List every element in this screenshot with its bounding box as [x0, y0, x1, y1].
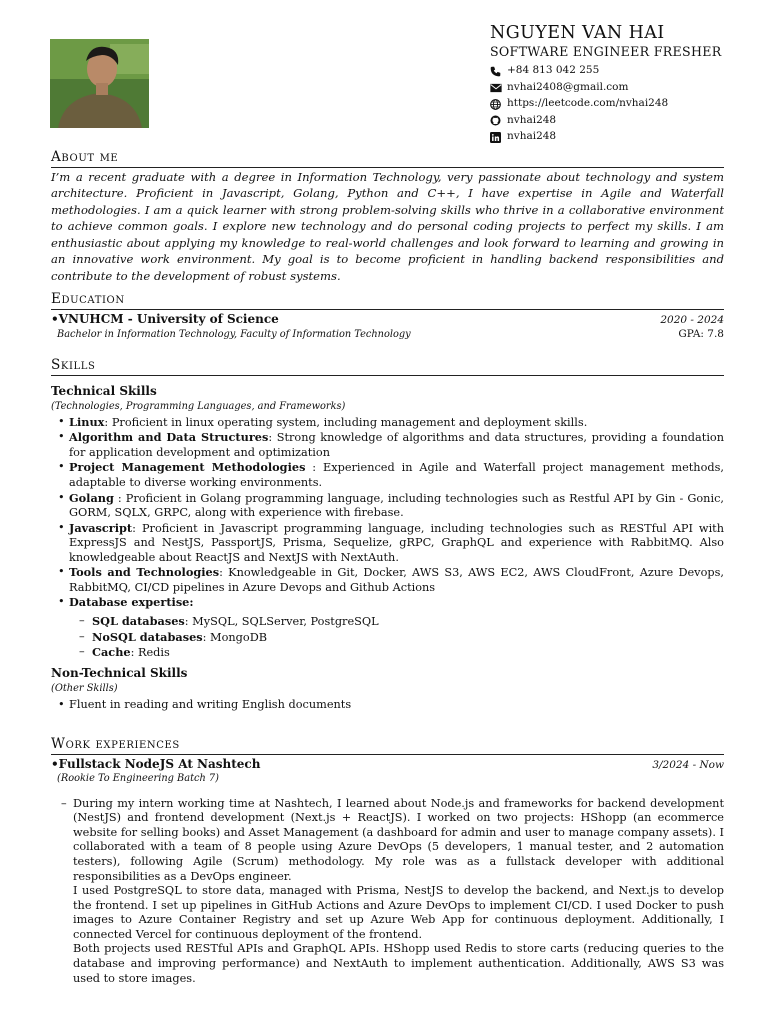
- skill-item: [69, 430, 724, 460]
- skill-item: [69, 565, 724, 595]
- skill-term: Javascript: [69, 520, 133, 535]
- skill-desc: Proficient in linux operating system, including management and deployment skills.: [111, 415, 588, 429]
- skill-desc: Proficient in Javascript programming language, including technologies such as RESTful API with ExpressJS and NestJS, PassportJS, Prisma, Sequelize, gRPC, GraphQL and experience with RabbitMQ. Also knowledgeable about ReactJS and NextJS with NextAuth.: [69, 521, 724, 564]
- job-description: [51, 797, 724, 986]
- degree-text: Bachelor in Information Technology, Faculty of Information Technology: [57, 328, 411, 340]
- technical-skills-list: [51, 415, 724, 661]
- job-subtitle-row: [51, 773, 724, 786]
- about-heading: About me: [51, 149, 724, 168]
- skill-desc: Proficient in Golang programming language, including technologies such as Restful API by Gin - Gonic, GORM, SQLX, GRPC, along with experience with firebase.: [69, 491, 724, 520]
- profile-photo: [50, 39, 149, 128]
- education-section: [51, 291, 724, 342]
- linkedin-icon: [490, 132, 504, 143]
- skill-item: [69, 460, 724, 490]
- nontech-skills-heading: Non-Technical Skills: [51, 665, 188, 680]
- db-desc: : Redis: [130, 646, 170, 660]
- technical-skills-heading: Technical Skills: [51, 383, 157, 398]
- education-details: [51, 328, 724, 342]
- skill-item: [69, 595, 724, 660]
- skill-term: Golang: [69, 490, 114, 505]
- skill-desc: Strong knowledge of algorithms and data structures, providing a foundation for application development and optimization: [69, 431, 725, 459]
- db-term: Cache: [92, 645, 131, 660]
- contact-github-text: nvhai248: [507, 113, 557, 126]
- phone-icon: [490, 66, 504, 77]
- job-paragraph: Both projects used RESTful APIs and GraphQL APIs. HShopp used Redis to store carts (reducing queries to the database and improving performance) and NextAuth to implement authentication. Additionally, AWS S3 was used to store images.: [73, 942, 724, 985]
- school-name: •VNUHCM - University of Science: [51, 311, 279, 326]
- about-text: I’m a recent graduate with a degree in Information Technology, very passionate about technology and system architecture. Proficient in Javascript, Golang, Python and C++, I have expertise in Agile and Waterfall methodologies. I am a quick learner with strong problem-solving skills who thrive in a collaborative environment to achieve common goals. I explore new technology and do personal coding projects to perfect my skills. I am enthusiastic about applying my knowledge to real-world challenges and look forward to learning and growing in an innovative work environment. My goal is to become proficient in handling backend responsibilities and contribute to the development of robust systems.: [51, 169, 724, 283]
- database-item: [92, 630, 724, 646]
- envelope-icon: [490, 83, 504, 93]
- technical-skills-note: (Technologies, Programming Languages, and Frameworks): [51, 400, 346, 412]
- contact-linkedin[interactable]: [490, 129, 750, 146]
- database-item: [92, 645, 724, 661]
- education-dates: 2020 - 2024: [660, 313, 724, 326]
- job-paragraph: I used PostgreSQL to store data, managed with Prisma, NestJS to develop the backend, and Next.js to develop the frontend. I set up pipelines in GitHub Actions and Azure DevOps to implement CI/CD. I used Docker to push images to Azure Container Registry and set up Azure Web App for continuous deployment. Additionally, I connected Vercel for continuous deployment of the frontend.: [73, 884, 724, 941]
- skill-desc: Experienced in Agile and Waterfall project management methods, adaptable to diverse working environments.: [69, 461, 724, 489]
- candidate-title: SOFTWARE ENGINEER FRESHER: [490, 44, 722, 60]
- about-section: [51, 149, 724, 284]
- database-item: [92, 614, 724, 630]
- work-heading: Work experiences: [51, 736, 724, 755]
- skill-term: Project Management Methodologies: [69, 460, 306, 475]
- contact-phone-text: +84 813 042 255: [507, 64, 600, 77]
- skill-item: [69, 521, 724, 566]
- contact-linkedin-text: nvhai248: [507, 130, 557, 143]
- education-entry: [51, 312, 724, 328]
- contact-email-text: nvhai2408@gmail.com: [507, 80, 629, 93]
- contact-website-text: https://leetcode.com/nvhai248: [507, 97, 669, 110]
- skill-sep: :: [305, 461, 323, 475]
- job-title: •Fullstack NodeJS At Nashtech: [51, 756, 261, 771]
- dash-bullet: –: [61, 796, 67, 810]
- db-term: NoSQL databases: [92, 629, 203, 644]
- contact-website[interactable]: [490, 96, 750, 113]
- skill-desc: Knowledgeable in Git, Docker, AWS S3, AWS EC2, AWS CloudFront, Azure Devops, RabbitMQ, CI/CD pipelines in Azure Devops and Github Actions: [69, 566, 724, 594]
- github-icon: [490, 115, 504, 126]
- skill-item: [69, 415, 724, 431]
- skill-sep: :: [113, 491, 126, 505]
- database-list: [69, 614, 724, 661]
- education-heading: Education: [51, 291, 724, 310]
- nontech-skills-list: [51, 698, 724, 713]
- job-subtitle: (Rookie To Engineering Batch 7): [57, 772, 219, 784]
- skill-sep: :: [268, 431, 277, 445]
- nontech-skills-note: (Other Skills): [51, 682, 118, 694]
- contact-github[interactable]: [490, 112, 750, 129]
- db-desc: : MySQL, SQLServer, PostgreSQL: [184, 615, 379, 629]
- skill-sep: :: [132, 521, 142, 535]
- skill-term: Linux: [69, 414, 105, 429]
- header: [490, 22, 750, 146]
- job-dates: 3/2024 - Now: [652, 758, 724, 771]
- db-term: SQL databases: [92, 614, 185, 629]
- work-section: [51, 736, 724, 986]
- skill-item: [69, 491, 724, 521]
- contact-phone[interactable]: [490, 63, 750, 80]
- contact-email[interactable]: [490, 79, 750, 96]
- gpa-text: GPA: 7.8: [678, 327, 724, 340]
- candidate-name: NGUYEN VAN HAI: [490, 23, 665, 43]
- work-entry: [51, 757, 724, 773]
- skills-section: [51, 357, 724, 713]
- skill-sep: :: [219, 566, 229, 580]
- skill-term: Algorithm and Data Structures: [69, 430, 269, 445]
- skill-sep: :: [104, 415, 112, 429]
- globe-icon: [490, 99, 504, 110]
- nontech-skill-item: • Fluent in reading and writing English documents: [69, 698, 724, 713]
- job-paragraph: During my intern working time at Nashtech, I learned about Node.js and frameworks for backend development (NestJS) and frontend development (Next.js + ReactJS). I worked on two projects: HShopp (an ecommerce website for selling books) and Asset Management (a dashboard for admin and user to manage company assets). I collaborated with a team of 8 people using Azure DevOps (5 developers, 1 manual tester, and 2 automation testers), following Agile (Scrum) methodology. My role was as a fullstack developer with additional responsibilities as a DevOps engineer.: [73, 796, 724, 883]
- db-desc: : MongoDB: [202, 630, 268, 644]
- skill-term: Database expertise:: [69, 595, 194, 610]
- skill-term: Tools and Technologies: [69, 565, 220, 580]
- skills-heading: Skills: [51, 357, 724, 376]
